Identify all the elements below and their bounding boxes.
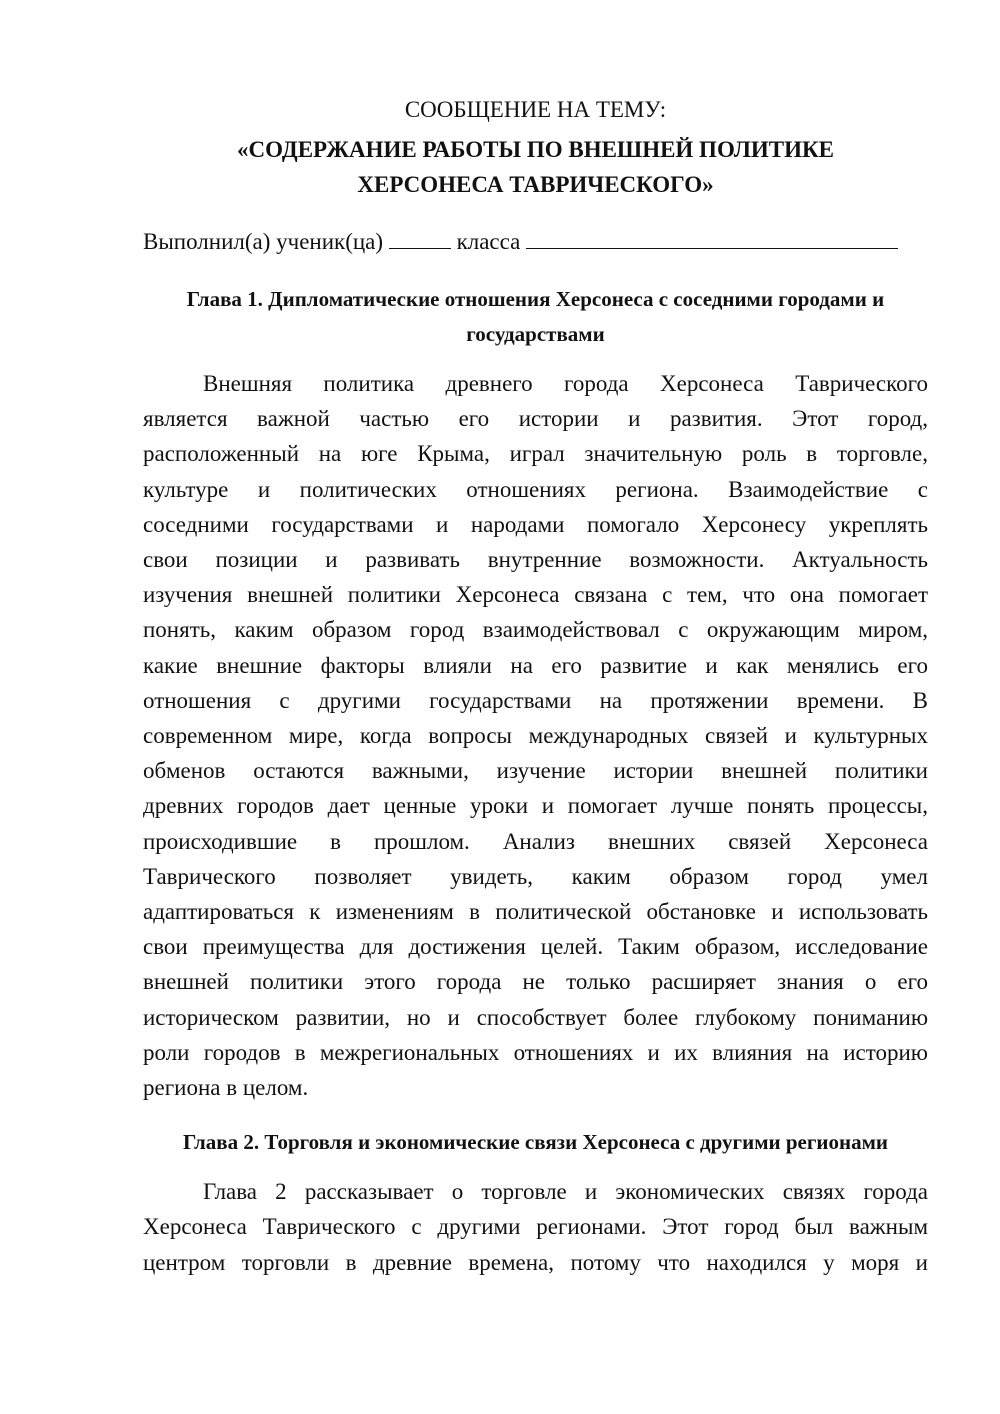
name-blank	[526, 226, 898, 249]
paragraph-line: древних городов дает ценные уроки и помогает лучше понять процессы,	[143, 793, 928, 819]
paragraph-line: центром торговли в древние времена, потому что находился у моря и	[143, 1249, 928, 1275]
paragraph-line: отношения с другими государствами на протяжении времени. В	[143, 687, 928, 713]
chapter-2-paragraph	[143, 1174, 928, 1280]
paragraph-line: изучения внешней политики Херсонеса связана с тем, что она помогает	[143, 582, 928, 608]
paragraph-line: происходившие в прошлом. Анализ внешних связей Херсонеса	[143, 828, 928, 854]
paragraph-line: адаптироваться к изменениям в политической обстановке и использовать	[143, 899, 928, 925]
paragraph-line: внешней политики этого города не только расширяет знания о его	[143, 969, 928, 995]
paragraph-line: региона в целом.	[143, 1075, 309, 1101]
paragraph-line: обменов остаются важными, изучение истории внешней политики	[143, 758, 928, 784]
chapter-heading-line: государствами	[466, 322, 605, 346]
chapter-1-paragraph	[143, 366, 928, 1105]
chapter-heading-line: Глава 1. Дипломатические отношения Херсонеса с соседними городами и	[186, 287, 885, 311]
paragraph-line: роли городов в межрегиональных отношениях и их влияния на историю	[143, 1039, 928, 1065]
chapter-1-heading	[143, 282, 928, 352]
paragraph-line: историческом развитии, но и способствует более глубокому пониманию	[143, 1004, 928, 1030]
document-title-line: ХЕРСОНЕСА ТАВРИЧЕСКОГО»	[357, 172, 714, 197]
paragraph-line: Таврического позволяет увидеть, каким образом город умел	[143, 863, 928, 889]
paragraph-line: расположенный на юге Крыма, играл значительную роль в торговле,	[143, 441, 928, 467]
paragraph-line: Глава 2 рассказывает о торговле и экономических связях города	[203, 1179, 928, 1205]
paragraph-line: современном мире, когда вопросы международных связей и культурных	[143, 723, 928, 749]
paragraph-line: понять, каким образом город взаимодействовал с окружающим миром,	[143, 617, 928, 643]
paragraph-line: Херсонеса Таврического с другими регионами. Этот город был важным	[143, 1214, 928, 1240]
paragraph-line: Внешняя политика древнего города Херсонеса Таврического	[203, 371, 928, 396]
paragraph-line: культуре и политических отношениях региона. Взаимодействие с	[143, 476, 928, 502]
document-page	[143, 92, 928, 1280]
document-title	[143, 132, 928, 202]
author-prefix: Выполнил(а) ученик(ца)	[143, 229, 384, 254]
author-line	[143, 224, 928, 260]
paragraph-line: какие внешние факторы влияли на его развитие и как менялись его	[143, 652, 928, 678]
paragraph-line: свои преимущества для достижения целей. Таким образом, исследование	[143, 934, 928, 960]
grade-blank	[389, 226, 451, 249]
document-title-line: «СОДЕРЖАНИЕ РАБОТЫ ПО ВНЕШНЕЙ ПОЛИТИКЕ	[237, 137, 834, 162]
chapter-2-heading: Глава 2. Торговля и экономические связи Херсонеса с другими регионами	[183, 1130, 888, 1155]
paragraph-line: является важной частью его истории и развития. Этот город,	[143, 406, 928, 432]
paragraph-line: свои позиции и развивать внутренние возможности. Актуальность	[143, 547, 928, 573]
class-label: класса	[456, 229, 521, 254]
document-topic: СООБЩЕНИЕ НА ТЕМУ:	[404, 97, 667, 122]
paragraph-line: соседними государствами и народами помогало Херсонесу укреплять	[143, 511, 928, 537]
